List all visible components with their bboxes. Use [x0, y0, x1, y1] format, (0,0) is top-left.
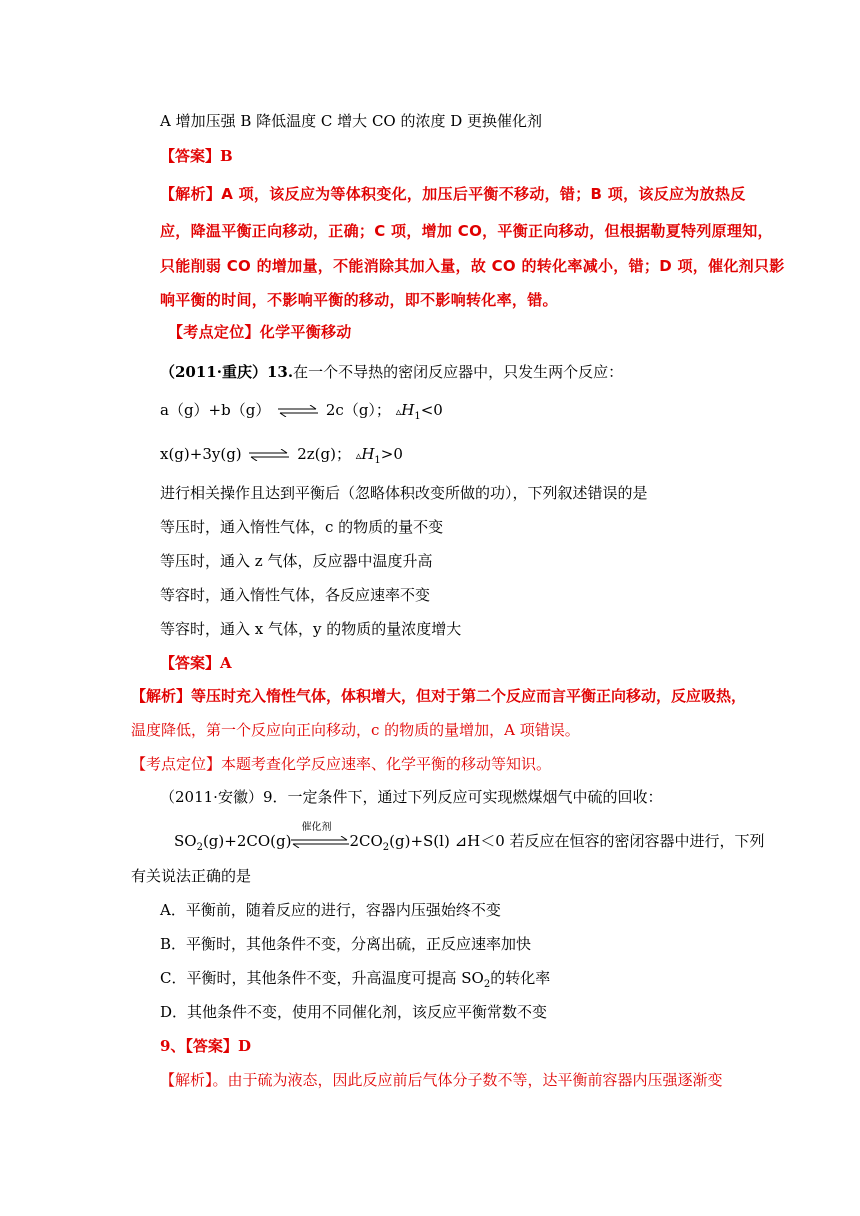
eq-left: SO — [174, 832, 197, 850]
q9-answer — [160, 1036, 251, 1056]
q13-equation-1: a（g）+b（g） 2c（g）； $▵H_1<0$ — [160, 401, 443, 422]
equilibrium-arrow-icon — [291, 836, 349, 848]
q9-source: （2011·安徽）9． — [160, 788, 288, 806]
eq1-right: 2c（g）； — [325, 401, 391, 419]
q9-option-d: D．其他条件不变，使用不同催化剂，该反应平衡常数不变 — [160, 1003, 548, 1021]
q13-question: 进行相关操作且达到平衡后（忽略体积改变所做的功），下列叙述错误的是 — [160, 484, 648, 502]
q13-option-1: 等压时，通入惰性气体，c 的物质的量不变 — [160, 518, 444, 536]
q9-stem-2: 有关说法正确的是 — [131, 867, 252, 885]
q13-number: 13. — [266, 363, 294, 381]
eq2-right: 2z(g)； — [297, 445, 351, 463]
catalyst-label: 催化剂 — [301, 822, 332, 833]
equilibrium-arrow-icon — [278, 405, 318, 417]
q0-options: A 增加压强 B 降低温度 C 增大 CO 的浓度 D 更换催化剂 — [160, 112, 543, 130]
q0-answer — [160, 146, 233, 166]
q13-source: （2011·重庆） — [160, 363, 267, 381]
eq1-dh: <0 — [420, 401, 443, 419]
q0-analysis-line-2: 应，降温平衡正向移动，正确；C 项，增加 CO，平衡正向移动，但根据勒夏特列原理知， — [160, 222, 773, 240]
q9-analysis: 【解析】。由于硫为液态，因此反应前后气体分子数不等，达平衡前容器内压强逐渐变 — [160, 1071, 723, 1089]
answer-tag: 【答案】 — [160, 147, 221, 165]
q13-stem-text: 在一个不导热的密闭反应器中，只发生两个反应： — [293, 363, 624, 381]
q0-analysis-line-3: 只能削弱 CO 的增加量，不能消除其加入量，故 CO 的转化率减小，错；D 项，催化剂只影 — [160, 257, 785, 275]
eq2-left: x(g)+3y(g) — [160, 445, 242, 463]
q13-analysis-line-2: 温度降低，第一个反应向正向移动，c 的物质的量增加，A 项错误。 — [131, 721, 580, 739]
q9-option-b: B．平衡时，其他条件不变，分离出硫，正反应速率加快 — [160, 935, 532, 953]
answer-value: A — [220, 654, 232, 672]
equilibrium-arrow-icon — [249, 449, 289, 461]
answer-value: D — [237, 1037, 251, 1055]
eq2-dh: >0 — [380, 445, 403, 463]
option-c-text: C．平衡时，其他条件不变，升高温度可提高 SO — [160, 969, 484, 987]
eq-right-rest: (g)+S(l) ⊿H＜0 若反应在恒容的密闭容器中进行，下列 — [389, 832, 765, 850]
q13-analysis-line-1: 【解析】等压时充入惰性气体，体积增大，但对于第二个反应而言平衡正向移动，反应吸热， — [131, 687, 747, 705]
q9-option-a: A．平衡前，随着反应的进行，容器内压强始终不变 — [160, 901, 501, 919]
q0-analysis-line-4: 响平衡的时间，不影响平衡的移动，即不影响转化率，错。 — [160, 291, 558, 309]
q9-option-c: C．平衡时，其他条件不变，升高温度可提高 $SO_2$的转化率 — [160, 969, 551, 990]
q0-kaodian: 【考点定位】化学平衡移动 — [168, 323, 352, 341]
answer-value: B — [220, 147, 233, 165]
q9-stem — [160, 787, 663, 807]
q13-option-2: 等压时，通入 z 气体，反应器中温度升高 — [160, 552, 433, 570]
q13-stem — [160, 362, 623, 382]
q9-equation: $SO_2(g)+2CO(g)$ 催化剂 $2CO_2(g)+S(l)$ ⊿H＜0 若反应在恒容的密闭容器中进行，下列 — [174, 831, 765, 858]
option-c-tail: 的转化率 — [490, 969, 551, 987]
eq1-left: a（g）+b（g） — [160, 401, 271, 419]
catalyst-arrow — [291, 822, 349, 852]
q13-option-4: 等容时，通入 x 气体，y 的物质的量浓度增大 — [160, 620, 462, 638]
q0-analysis-line-1: 【解析】A 项，该反应为等体积变化，加压后平衡不移动，错；B 项，该反应为放热反 — [160, 185, 746, 203]
q13-option-3: 等容时，通入惰性气体，各反应速率不变 — [160, 586, 431, 604]
answer-tag: 【答案】 — [160, 654, 221, 672]
answer-tag: 9、【答案】 — [160, 1037, 238, 1055]
eq-right: 2CO — [349, 832, 383, 850]
q9-stem-text: 一定条件下，通过下列反应可实现燃煤烟气中硫的回收： — [287, 788, 663, 806]
q13-kaodian: 【考点定位】本题考查化学反应速率、化学平衡的移动等知识。 — [131, 755, 552, 773]
eq-left-rest: (g)+2CO(g) — [202, 832, 292, 850]
q13-equation-2: x(g)+3y(g) 2z(g)； $▵H_1>0$ — [160, 445, 403, 466]
q13-answer — [160, 653, 232, 673]
